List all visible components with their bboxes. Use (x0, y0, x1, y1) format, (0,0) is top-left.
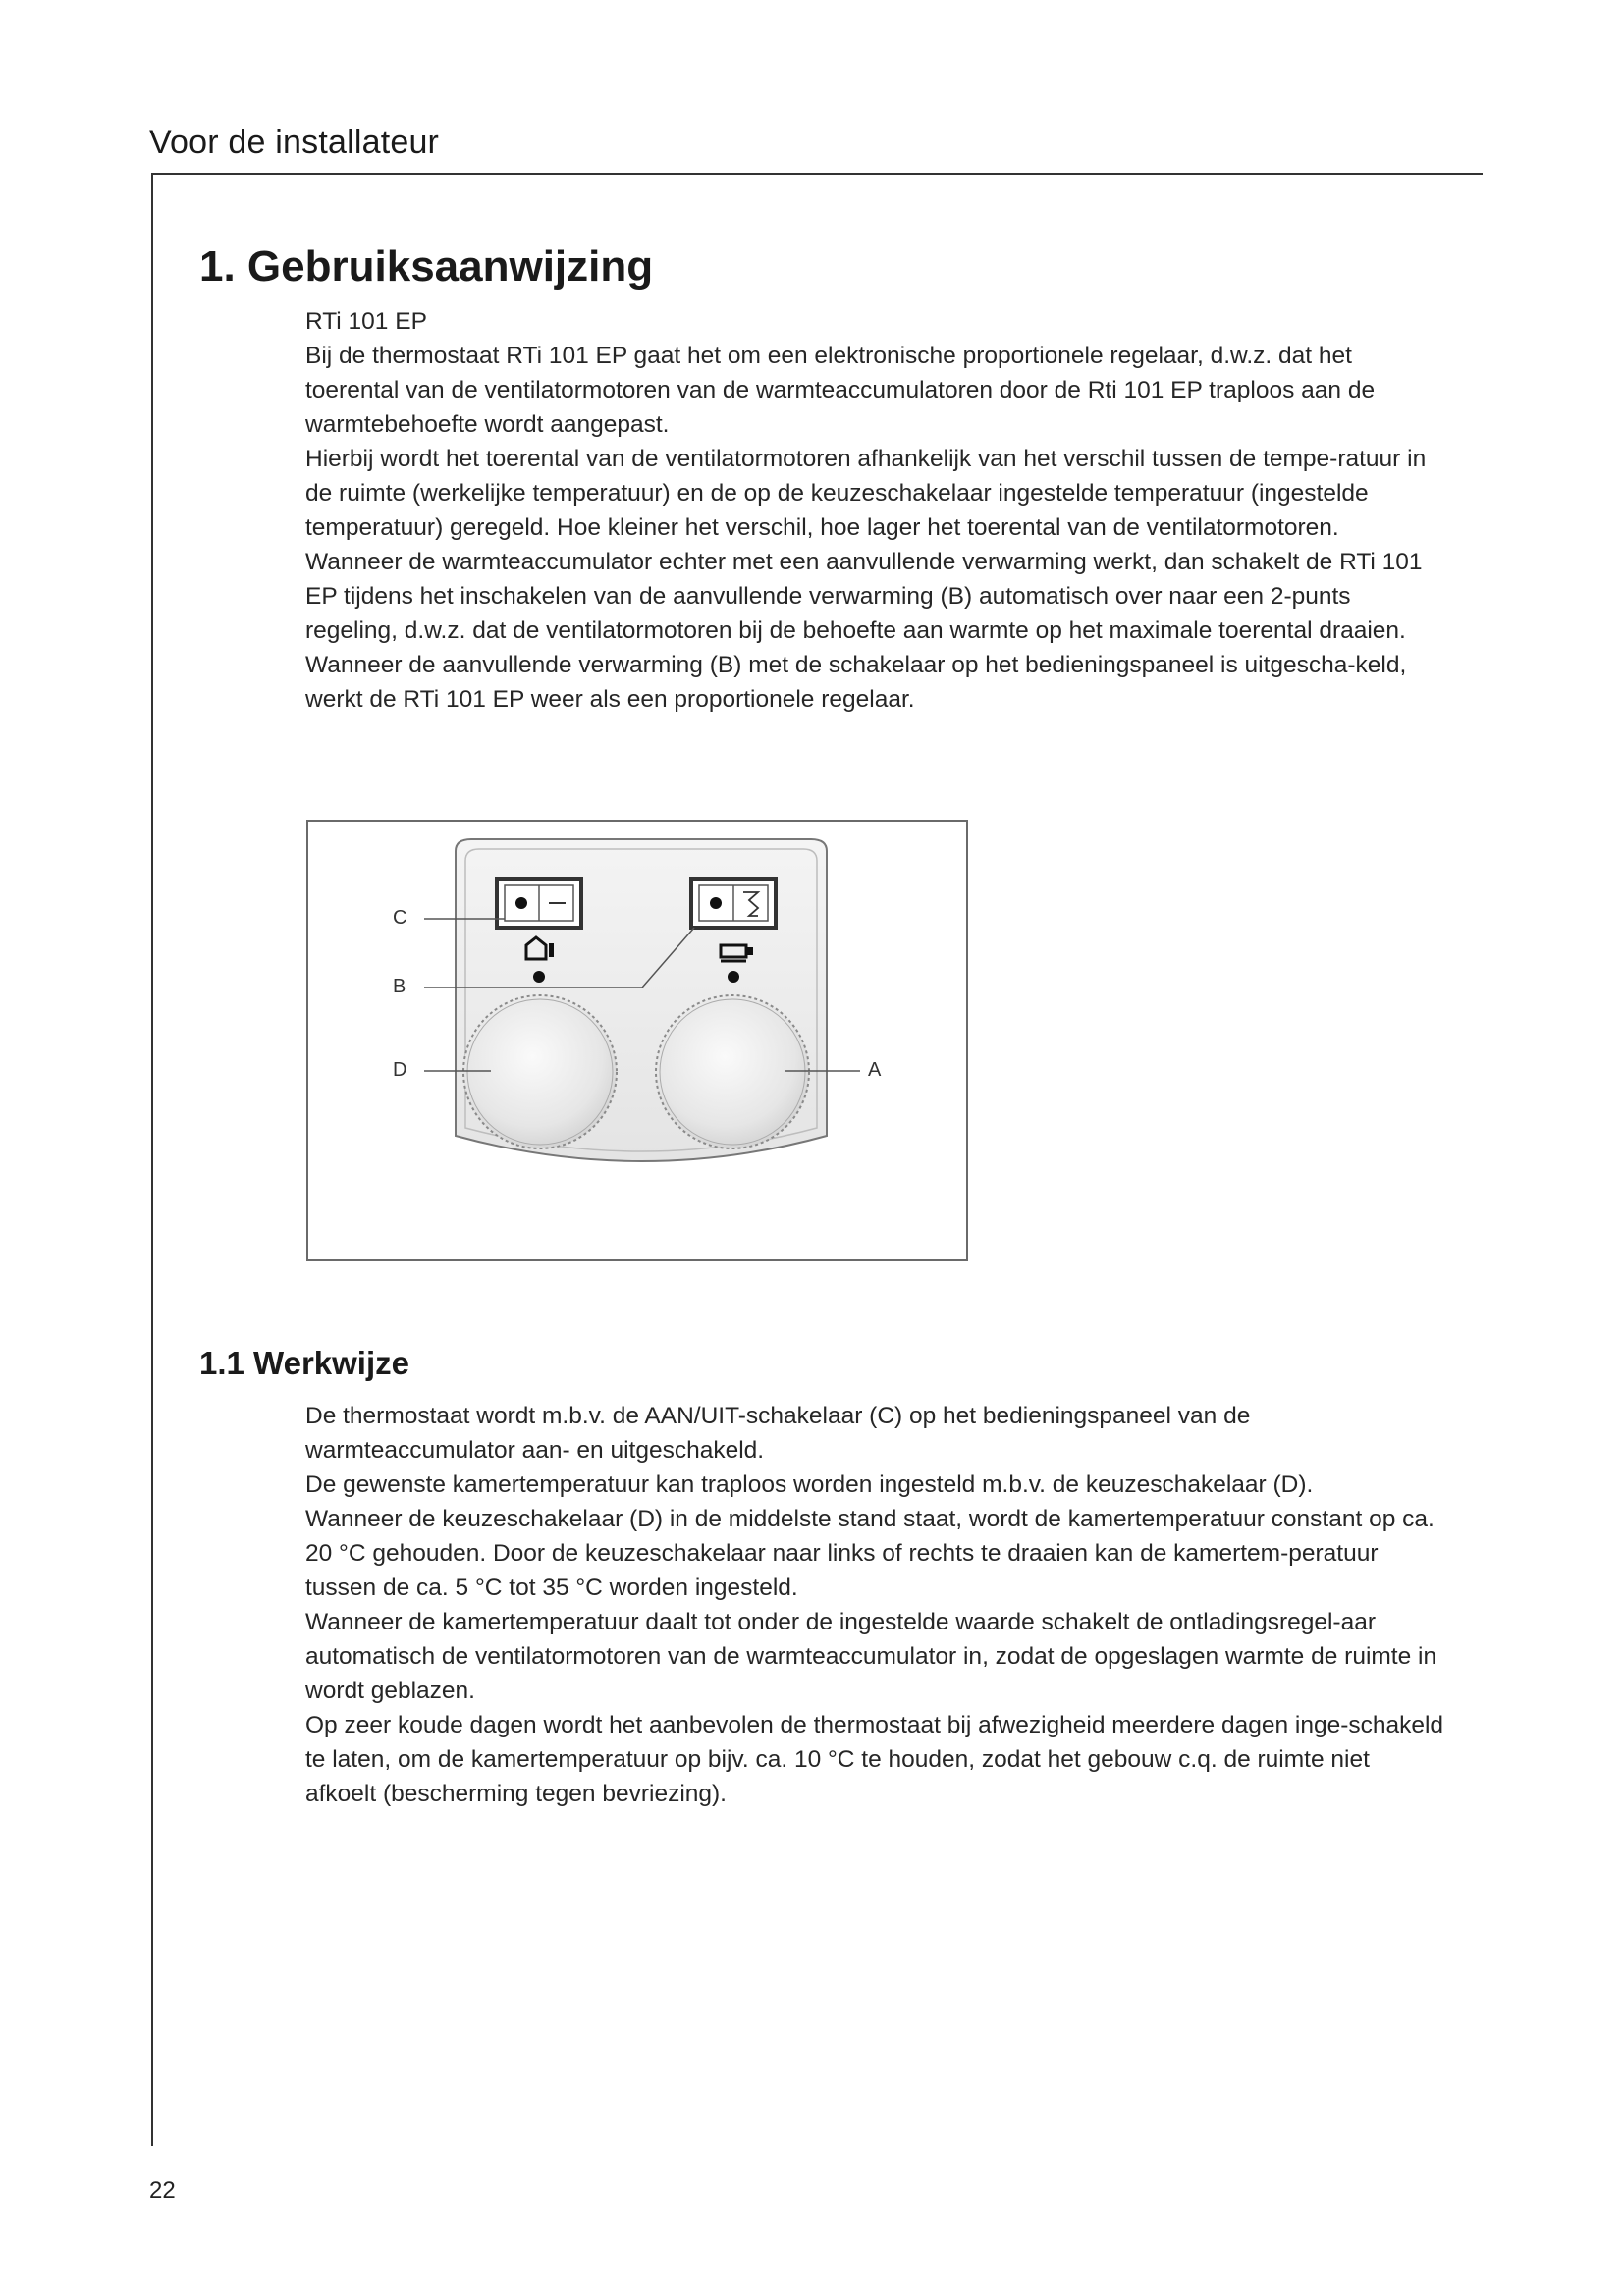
section-paragraph: De gewenste kamertemperatuur kan traploos worden ingesteld m.b.v. de keuzeschakelaar (D). (305, 1471, 1314, 1498)
chapter-paragraph: Hierbij wordt het toerental van de ventilatormotoren afhankelijk van het verschil tussen de tempe-ratuur in de ruimte (werkelijke temperatuur) en de op de keuzeschakelaar ingestelde temperatuur (ingestelde temperatuur) geregeld. Hoe kleiner het verschil, hoe lager het toerental van de ventilatormotoren. (305, 446, 1427, 541)
section-paragraph: Op zeer koude dagen wordt het aanbevolen de thermostaat bij afwezigheid meerdere dagen inge-schakeld te laten, om de kamertemperatuur op bijv. ca. 10 °C te houden, zodat het gebouw c.q. de ruimte niet afkoelt (bescherming tegen bevriezing). (305, 1712, 1444, 1807)
margin-rule (151, 173, 153, 2146)
section-paragraph: Wanneer de keuzeschakelaar (D) in de middelste stand staat, wordt de kamertemperatuur constant op ca. 20 °C gehouden. Door de keuzeschakelaar naar links of rechts te draaien kan de kamertem-peratuur tussen de ca. 5 °C tot 35 °C worden ingesteld. (305, 1506, 1435, 1601)
temperature-selector-knob-d (463, 995, 617, 1148)
selector-knob-a (656, 995, 809, 1148)
chapter-title: 1. Gebruiksaanwijzing (199, 242, 654, 291)
chapter-paragraph: Wanneer de aanvullende verwarming (B) met de schakelaar op het bedieningspaneel is uitgescha-keld, werkt de RTi 101 EP weer als een proportionele regelaar. (305, 652, 1407, 713)
figure-label-a: A (868, 1059, 882, 1081)
figure-label-d: D (393, 1059, 407, 1081)
section-paragraph: De thermostaat wordt m.b.v. de AAN/UIT-schakelaar (C) op het bedieningspaneel van de warmteaccumulator aan- en uitgeschakeld. (305, 1403, 1251, 1464)
additional-heating-switch-b (691, 879, 776, 928)
figure-label-c: C (393, 907, 407, 929)
section-body (305, 1399, 1444, 1811)
chapter-body (305, 304, 1444, 717)
section-paragraph: Wanneer de kamertemperatuur daalt tot onder de ingestelde waarde schakelt de ontladingsregel-aar automatisch de ventilatormotoren van de warmteaccumulator in, zodat de opgeslagen warmte de ruimte in wordt geblazen. (305, 1609, 1437, 1704)
page-number: 22 (149, 2177, 176, 2204)
section-title: 1.1 Werkwijze (199, 1345, 410, 1381)
chapter-paragraph: Wanneer de warmteaccumulator echter met een aanvullende verwarming werkt, dan schakelt de RTi 101 EP tijdens het inschakelen van de aanvullende verwarming (B) automatisch over naar een 2-punts regeling, d.w.z. dat de ventilatormotoren bij de behoefte aan warmte op het maximale toerental draaien. (305, 549, 1423, 644)
chapter-paragraph: Bij de thermostaat RTi 101 EP gaat het om een elektronische proportionele regelaar, d.w.z. dat het toerental van de ventilatormotoren van de warmteaccumulatoren door de Rti 101 EP traploos aan de warmtebehoefte wordt aangepast. (305, 343, 1376, 438)
on-off-switch-c (497, 879, 581, 928)
model-subheading: RTi 101 EP (305, 308, 427, 335)
header-section-title: Voor de installateur (149, 124, 440, 161)
thermostat-panel-figure (306, 820, 968, 1261)
figure-label-b: B (393, 976, 406, 997)
thermostat-panel-illustration (308, 822, 970, 1263)
header-rule (151, 173, 1483, 175)
